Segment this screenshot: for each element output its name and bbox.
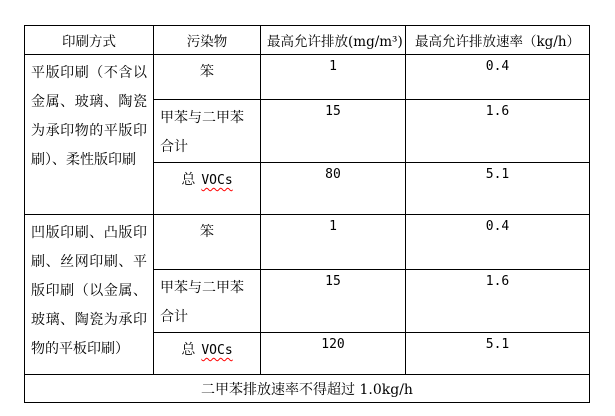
pollutant-cell [154,163,261,215]
pollutant-cell: 甲苯与二甲苯合计 [154,100,261,163]
xylene-limit-footnote: 二甲苯排放速率不得超过 1.0kg/h [25,375,590,403]
pollutant-cell: 笨 [154,55,261,100]
col-header-pollutant: 污染物 [154,26,261,55]
rate-value-cell: 1.6 [406,270,590,333]
total-label: 总 [181,342,196,358]
rate-value-cell: 5.1 [406,163,590,215]
col-header-print-method: 印刷方式 [25,26,154,55]
table-row [25,215,590,270]
rate-value-cell: 0.4 [406,215,590,270]
table-row [25,55,590,100]
emission-value-cell: 15 [261,270,406,333]
col-header-max-rate: 最高允许排放速率（kg/h） [406,26,590,55]
emission-value-cell: 15 [261,100,406,163]
emission-value-cell: 120 [261,333,406,375]
header-row [25,26,590,55]
vocs-label-spellchecked: VOCs [201,173,233,188]
col-header-max-emission: 最高允许排放(mg/m³) [261,26,406,55]
emission-value-cell: 80 [261,163,406,215]
print-method-cell-offset: 平版印刷（不含以金属、玻璃、陶瓷为承印物的平版印刷）、柔性版印刷 [25,55,154,215]
emission-value-cell: 1 [261,55,406,100]
rate-value-cell: 0.4 [406,55,590,100]
pollutant-cell: 甲苯与二甲苯合计 [154,270,261,333]
vocs-label-spellchecked: VOCs [201,343,233,358]
rate-value-cell: 1.6 [406,100,590,163]
footnote-row [25,375,590,403]
pollutant-cell: 笨 [154,215,261,270]
print-method-cell-gravure: 凹版印刷、凸版印刷、丝网印刷、平版印刷（以金属、玻璃、陶瓷为承印物的平板印刷） [25,215,154,375]
emission-standards-table [24,25,590,403]
total-label: 总 [181,172,196,188]
emission-value-cell: 1 [261,215,406,270]
pollutant-cell [154,333,261,375]
rate-value-cell: 5.1 [406,333,590,375]
